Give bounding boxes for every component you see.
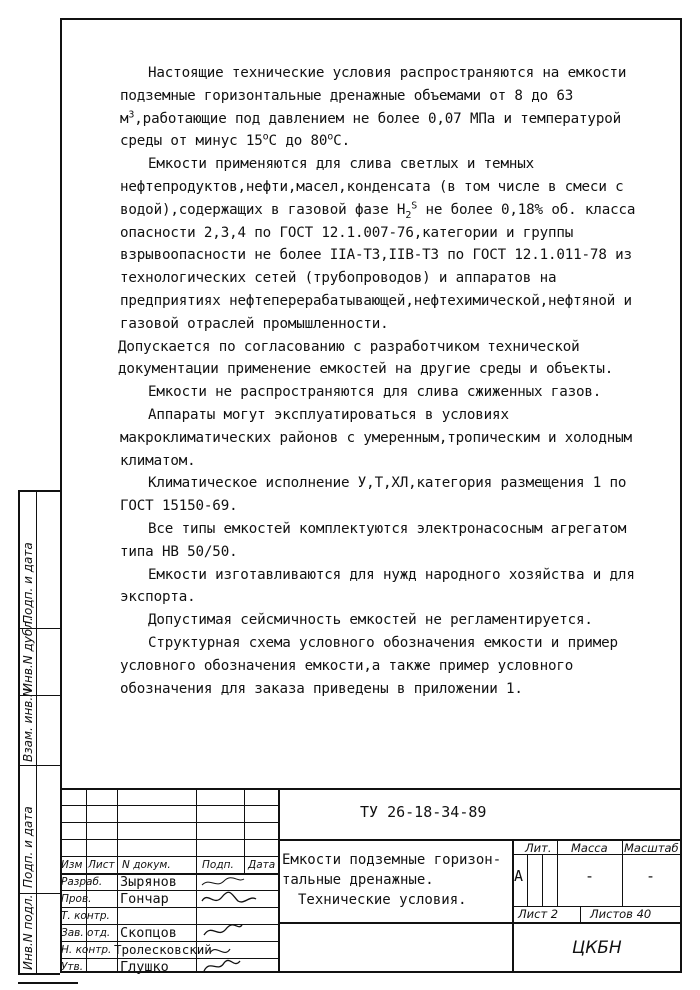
side-inv-dubl: Инв.N дубл. <box>21 617 35 692</box>
masshtab-label: Масштаб <box>624 841 679 855</box>
name-razrab: Зырянов <box>120 874 177 890</box>
paragraph-5: Аппараты могут эксплуатироваться в условиях макроклиматических районов с умеренным,тропическим и холодным климатом. <box>120 406 632 469</box>
header-data: Дата <box>248 859 276 871</box>
header-list: Лист <box>88 859 115 871</box>
paragraph-10: Структурная схема условного обозначения емкости и пример условного обозначения емкости,а также пример условного обозначения для заказа приведены в приложении 1. <box>120 634 618 697</box>
doc-code: ТУ 26-18-34-89 <box>360 803 487 821</box>
massa-label: Масса <box>571 841 608 855</box>
massa-value: - <box>585 867 595 885</box>
role-prov: Пров. <box>61 893 92 905</box>
body-text <box>120 62 660 700</box>
paragraph-1: Настоящие технические условия распространяются на емкости подземные горизонтальные дренажные объемами от 8 до 63 $м^3,работающие$ под давлением не более 0,07 МПа и температурой среды от минус $15^оС$ до $80^оС$. <box>120 65 627 150</box>
side-podp-data-bottom: Подп. и дата <box>21 806 35 888</box>
paragraph-8: Емкости изготавливаются для нужд народного хозяйства и для экспорта. <box>120 566 635 606</box>
role-n-kontr: Н. контр. <box>61 944 112 956</box>
paragraph-9: Допустимая сейсмичность емкостей не регламентируется. <box>148 612 593 629</box>
document-title: Емкости подземные горизон- тальные дренажные. Технические условия. <box>282 852 502 908</box>
side-podp-data-top: Подп. и дата <box>21 542 35 624</box>
header-doc-num: N докум. <box>122 859 171 871</box>
lit-label: Лит. <box>525 841 552 855</box>
list-label: Лист 2 <box>518 907 559 921</box>
paragraph-7: Все типы емкостей комплектуются электронасосным агрегатом типа НВ 50/50. <box>120 520 627 560</box>
name-prov: Гончар <box>120 891 169 907</box>
side-vzam-inv: Взам. инв.N <box>21 687 35 762</box>
name-utv: Глушко <box>120 959 169 975</box>
paragraph-4: Емкости не распространяются для слива сжиженных газов. <box>148 384 602 401</box>
paragraph-3: Допускается по согласованию с разработчиком технической документации применение емкостей на другие среды и объекты. <box>118 338 614 378</box>
paragraph-2: Емкости применяются для слива светлых и темных нефтепродуктов,нефти,масел,конденсата (в том числе в смеси с водой),содержащих в газовой фазе $Н_2^S$ не более 0,18% об. класса опасности 2,3,4 по ГОСТ 12.1.007-76,категории и группы взрывоопасности не более IIА-Т3,IIВ-Т3 по ГОСТ 12.1.011-78 из технологических сетей (трубопроводов) и аппаратов на предприятиях нефтеперерабатывающей,нефтехимической,нефтяной и газовой отраслей промышленности. <box>120 156 636 332</box>
role-zav-otd: Зав. отд. <box>61 927 111 939</box>
bottom-mark <box>18 982 78 984</box>
role-razrab: Разраб. <box>61 876 103 888</box>
name-n-kontr: Тролесковский <box>114 942 212 957</box>
name-zav-otd: Скопцов <box>120 925 177 941</box>
masshtab-value: - <box>646 867 656 885</box>
signatures <box>198 873 278 973</box>
paragraph-6: Климатическое исполнение У,Т,ХЛ,категория размещения 1 по ГОСТ 15150-69. <box>120 475 627 515</box>
header-izm: Изм <box>61 859 83 871</box>
side-inv-podl: Инв.N подл. <box>21 894 35 970</box>
listov-label: Листов 40 <box>590 907 652 921</box>
role-utv: Утв. <box>61 961 84 973</box>
organization: ЦКБН <box>572 938 622 958</box>
header-podp: Подп. <box>202 859 234 871</box>
lit-value: А <box>514 867 524 885</box>
role-t-kontr: Т. контр. <box>61 910 110 922</box>
